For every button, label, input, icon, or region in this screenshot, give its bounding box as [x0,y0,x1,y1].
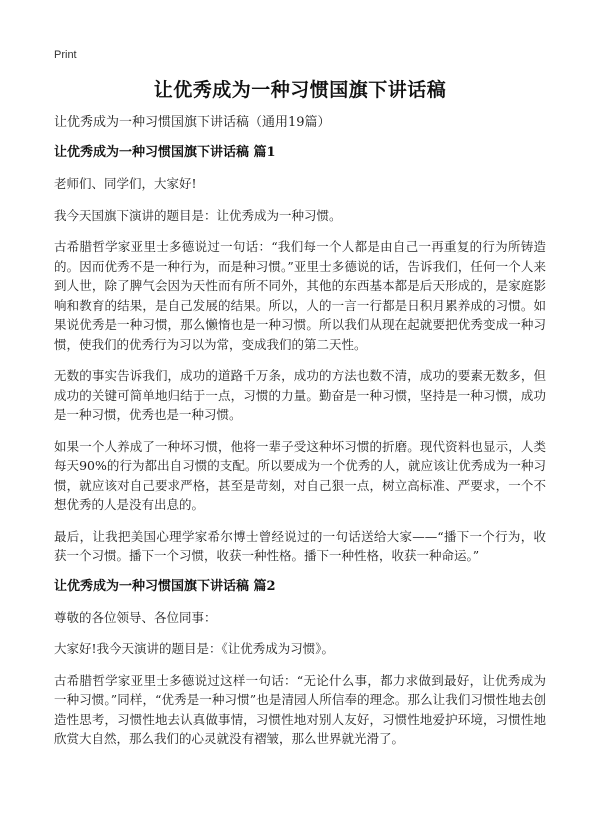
paragraph: 尊敬的各位领导、各位同事： [54,609,217,625]
paragraph: 老师们、同学们，大家好! [54,176,197,191]
paragraph: 无数的事实告诉我们，成功的道路千万条，成功的方法也数不清，成功的要素无数多，但成功的关键可简单地归结于一点，习惯的力量。勤奋是一种习惯，坚持是一种习惯，成功是一种习惯，优秀也是一种习惯。 [54,368,546,422]
document-subtitle: 让优秀成为一种习惯国旗下讲话稿（通用19篇） [54,115,331,130]
print-link[interactable]: Print [54,49,77,61]
section-heading: 让优秀成为一种习惯国旗下讲话稿 篇2 [54,578,276,594]
paragraph: 大家好!我今天演讲的题目是：《让优秀成为习惯》。 [54,641,335,656]
section-heading: 让优秀成为一种习惯国旗下讲话稿 篇1 [54,145,276,160]
paragraph: 古希腊哲学家亚里士多德说过这样一句话：“无论什么事，都力求做到最好，让优秀成为一种习惯。”同样，“优秀是一种习惯”也是清园人所信奉的理念。那么让我们习惯性地去创造性思考，习惯性地去认真做事情，习惯性地对别人友好，习惯性地爱护环境，习惯性地欣赏大自然，那么我们的心灵就没有褶皱，那么世界就光滑了。 [54,672,546,746]
paragraph: 我今天国旗下演讲的题目是：让优秀成为一种习惯。 [54,207,342,223]
paragraph: 最后，让我把美国心理学家希尔博士曾经说过的一句话送给大家——“播下一个行为，收获一个习惯。播下一个习惯，收获一种性格。播下一种性格，收获一种命运。” [54,528,546,563]
page-title: 让优秀成为一种习惯国旗下讲话稿 [153,79,447,101]
paragraph: 古希腊哲学家亚里士多德说过一句话：“我们每一个人都是由自己一再重复的行为所铸造的。因而优秀不是一种行为，而是种习惯。”亚里士多德说的话，告诉我们，任何一个人来到人世，除了脾气会因为天性而有所不同外，其他的东西基本都是后天形成的，是家庭影响和教育的结果，是自己发展的结果。所以，人的一言一行都是日积月累养成的习惯。如果说优秀是一种习惯，那么懒惰也是一种习惯。所以我们从现在起就要把优秀变成一种习惯，使我们的优秀行为习以为常，变成我们的第二天性。 [54,239,546,352]
speech-section-1 [54,144,546,566]
speech-section-2 [54,578,546,749]
paragraph: 如果一个人养成了一种坏习惯，他将一辈子受这种坏习惯的折磨。现代资料也显示，人类每天90%的行为都出自习惯的支配。所以要成为一个优秀的人，就应该让优秀成为一种习惯，就应该对自己要求严格，甚至是苛刻，对自己狠一点，树立高标准、严要求，一个不想优秀的人是没有出息的。 [54,438,546,512]
